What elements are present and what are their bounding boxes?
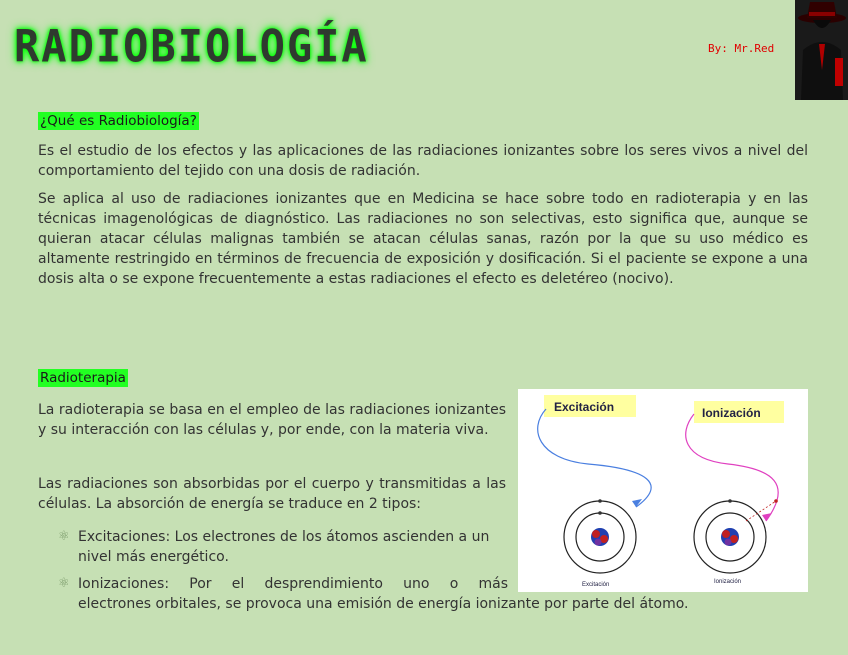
list-item-text: Ionizaciones: Por el desprendimiento uno o más <box>78 576 508 592</box>
list-item-text: Excitaciones: Los electrones de los átomos ascienden a un nivel más energético. <box>78 529 490 565</box>
atom-right <box>694 499 778 573</box>
paragraph-application: Se aplica al uso de radiaciones ionizantes que en Medicina se hace sobre todo en radioterapia y en las técnicas imagenológicas de diagnóstico. Las radiaciones no son selectivas, esto significa que, aunque se quieran atacar células malignas también se atacan células sanas, razón por la que su uso médico es altamente restringido en términos de frecuencia de exposición y dosificación. Si el paciente se expone a una dosis alta o se expone frecuentemente a estas radiaciones el efecto es deletéreo (nocivo). <box>38 191 808 287</box>
list-item-ionization-continued: electrones orbitales, se provoca una emisión de energía ionizante por parte del átomo. <box>78 596 689 612</box>
atom-bullet-icon: ⚛ <box>58 576 70 591</box>
atom-bullet-icon: ⚛ <box>58 529 70 544</box>
list-item-excitation <box>58 527 506 567</box>
paragraph-definition: Es el estudio de los efectos y las aplicaciones de las radiaciones ionizantes sobre los seres vivos a nivel del comportamiento del tejido con una dosis de radiación. <box>38 143 808 179</box>
section-heading-what-is: ¿Qué es Radiobiología? <box>40 113 197 129</box>
section-heading-radiotherapy: Radioterapia <box>40 370 126 386</box>
caption-ionization: Ionización <box>714 579 742 585</box>
author-byline: By: Mr.Red <box>708 42 775 55</box>
excitation-ionization-diagram <box>518 389 808 592</box>
list-item-ionization <box>58 574 508 594</box>
page-title: RADIOBIOLOGÍA <box>14 20 369 73</box>
ionization-curve <box>686 414 779 521</box>
atom-left <box>564 499 636 573</box>
label-excitation: Excitación <box>554 400 615 414</box>
hat-man-icon <box>795 0 848 100</box>
excitation-curve <box>538 409 651 507</box>
paragraph-absorption: Las radiaciones son absorbidas por el cuerpo y transmitidas a las células. La absorción de energía se traduce en 2 tipos: <box>38 476 506 512</box>
paragraph-radiotherapy: La radioterapia se basa en el empleo de las radiaciones ionizantes y su interacción con las células y, por ende, con la materia viva. <box>38 402 506 438</box>
label-ionization: Ionización <box>702 406 761 420</box>
caption-excitation: Excitación <box>582 582 610 588</box>
